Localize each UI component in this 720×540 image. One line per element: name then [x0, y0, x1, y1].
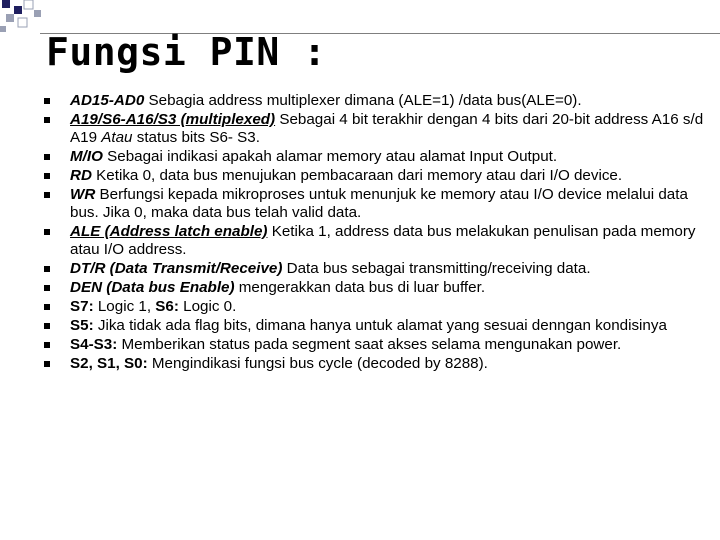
status-description: Jika tidak ada flag bits, dimana hanya untuk alamat yang sesuai denngan kondisinya [93, 317, 667, 334]
status-term: S2, S1, S0: [70, 355, 148, 372]
pin-term: DT/R (Data Transmit/Receive) [70, 260, 283, 277]
status-term: S7: [70, 298, 94, 315]
list-item [38, 260, 708, 278]
list-item [38, 355, 708, 373]
bullet-icon [44, 342, 50, 348]
pin-description: status bits S6- S3. [132, 129, 260, 146]
pin-term: ALE (Address latch enable) [70, 223, 268, 240]
pin-description-italic: Atau [101, 129, 133, 146]
bullet-icon [44, 304, 50, 310]
bullet-icon [44, 323, 50, 329]
list-item [38, 223, 708, 259]
pin-description: mengerakkan data bus di luar buffer. [234, 279, 486, 296]
deco-square [14, 6, 22, 14]
bullet-icon [44, 229, 50, 235]
list-item [38, 111, 708, 147]
status-description: Logic 1, [93, 298, 156, 315]
bullet-icon [44, 192, 50, 198]
deco-square [2, 0, 10, 8]
status-term: S6: [155, 298, 179, 315]
bullet-icon [44, 285, 50, 291]
list-item [38, 148, 708, 166]
pin-description: Data bus sebagai transmitting/receiving data. [282, 260, 591, 277]
list-item [38, 336, 708, 354]
deco-square [6, 14, 14, 22]
status-term: S4-S3: [70, 336, 118, 353]
deco-square [18, 18, 27, 27]
list-item [38, 279, 708, 297]
pin-function-list [38, 92, 708, 374]
pin-description: Ketika 1, address data bus melakukan penulisan pada memory atau I/O address. [70, 223, 696, 258]
bullet-icon [44, 173, 50, 179]
bullet-icon [44, 98, 50, 104]
list-item [38, 317, 708, 335]
pin-description: Sebagai indikasi apakah alamar memory atau alamat Input Output. [102, 148, 558, 165]
pin-term: AD15-AD0 [70, 92, 145, 109]
pin-term: M/IO [70, 148, 103, 165]
deco-square [0, 26, 6, 32]
pin-term: WR [70, 186, 96, 203]
bullet-icon [44, 154, 50, 160]
pin-description: Sebagia address multiplexer dimana (ALE=1) /data bus(ALE=0). [144, 92, 582, 109]
pin-description: Sebagai 4 bit terakhir dengan 4 bits dari 20-bit address A16 s/d A19 [70, 111, 704, 146]
pin-description: Ketika 0, data bus menujukan pembacaraan dari memory atau dari I/O device. [91, 167, 623, 184]
bullet-icon [44, 117, 50, 123]
list-item [38, 186, 708, 222]
list-item [38, 298, 708, 316]
list-item [38, 92, 708, 110]
pin-term: A19/S6-A16/S3 (multiplexed) [70, 111, 276, 128]
status-description: Logic 0. [178, 298, 237, 315]
status-description: Mengindikasi fungsi bus cycle (decoded by 8288). [147, 355, 488, 372]
deco-square [24, 0, 33, 9]
status-description: Memberikan status pada segment saat akses selama mengunakan power. [117, 336, 622, 353]
page-title: Fungsi PIN : [46, 30, 327, 74]
bullet-icon [44, 266, 50, 272]
pin-term: DEN (Data bus Enable) [70, 279, 235, 296]
deco-square [34, 10, 41, 17]
pin-description: Berfungsi kepada mikroproses untuk menunjuk ke memory atau I/O device melalui data bus. Jika 0, maka data bus telah valid data. [70, 186, 688, 221]
pin-term: RD [70, 167, 92, 184]
bullet-icon [44, 361, 50, 367]
status-term: S5: [70, 317, 94, 334]
list-item [38, 167, 708, 185]
